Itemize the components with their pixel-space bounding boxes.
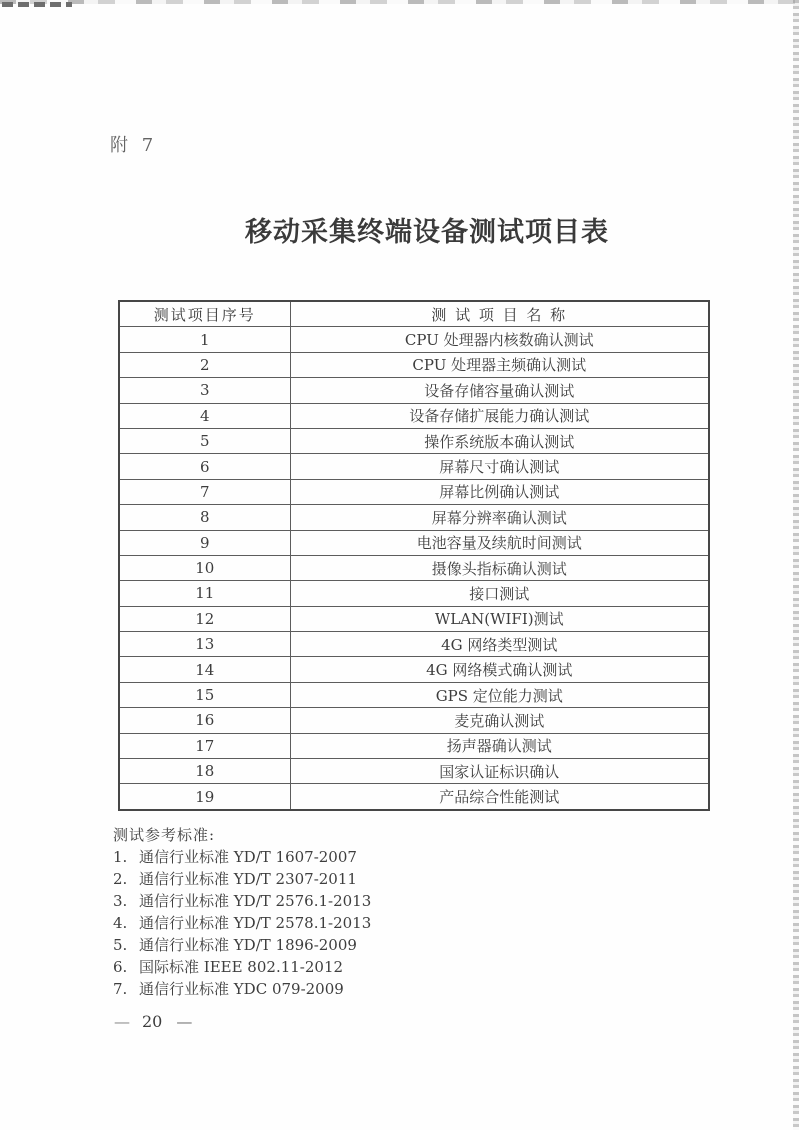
table-row [119, 555, 709, 580]
table-row [119, 530, 709, 555]
appendix-label: 附 7 [110, 135, 158, 156]
table-row [119, 784, 709, 810]
scan-artifact-right-edge [793, 0, 799, 1130]
test-item-name: 屏幕尺寸确认测试 [290, 454, 709, 479]
test-item-name: CPU 处理器主频确认测试 [290, 352, 709, 377]
test-item-name: 摄像头指标确认测试 [290, 555, 709, 580]
scan-artifact-top-left [2, 2, 72, 7]
reference-item-number: 2. [113, 870, 128, 888]
test-item-name: 4G 网络模式确认测试 [290, 657, 709, 682]
reference-item-number: 7. [113, 980, 128, 998]
page-title: 移动采集终端设备测试项目表 [245, 217, 609, 248]
table-row [119, 403, 709, 428]
table-row [119, 682, 709, 707]
reference-item [113, 912, 371, 934]
test-item-name: 屏幕分辨率确认测试 [290, 505, 709, 530]
table-row [119, 708, 709, 733]
table-row [119, 454, 709, 479]
test-item-name: 接口测试 [290, 581, 709, 606]
reference-item-text: 通信行业标准 YD/T 1896-2009 [139, 936, 357, 954]
test-item-index: 9 [119, 530, 290, 555]
reference-item-number: 3. [113, 892, 128, 910]
reference-item-text: 通信行业标准 YDC 079-2009 [139, 980, 344, 998]
column-header-name: 测 试 项 目 名 称 [290, 301, 709, 327]
table-row [119, 733, 709, 758]
test-item-index: 14 [119, 657, 290, 682]
test-table-body [119, 327, 709, 810]
test-items-table [118, 300, 710, 811]
test-item-name: 产品综合性能测试 [290, 784, 709, 810]
reference-standards-section [113, 824, 371, 1000]
test-item-name: 麦克确认测试 [290, 708, 709, 733]
test-item-index: 15 [119, 682, 290, 707]
table-row [119, 657, 709, 682]
table-row [119, 428, 709, 453]
test-item-index: 13 [119, 632, 290, 657]
reference-item [113, 890, 371, 912]
table-row [119, 606, 709, 631]
test-item-index: 6 [119, 454, 290, 479]
reference-item [113, 956, 371, 978]
table-header-row [119, 301, 709, 327]
test-item-index: 17 [119, 733, 290, 758]
reference-item-text: 通信行业标准 YD/T 2576.1-2013 [139, 892, 372, 910]
test-item-name: 设备存储容量确认测试 [290, 378, 709, 403]
reference-item [113, 846, 371, 868]
page-number: 20 [142, 1012, 163, 1031]
reference-item-number: 4. [113, 914, 128, 932]
test-item-index: 5 [119, 428, 290, 453]
table-row [119, 479, 709, 504]
reference-item-number: 1. [113, 848, 128, 866]
test-item-name: 设备存储扩展能力确认测试 [290, 403, 709, 428]
table-row [119, 759, 709, 784]
footer-dash-left: — [114, 1012, 128, 1031]
test-item-index: 2 [119, 352, 290, 377]
table-row [119, 581, 709, 606]
test-item-index: 18 [119, 759, 290, 784]
test-item-name: GPS 定位能力测试 [290, 682, 709, 707]
test-item-name: WLAN(WIFI)测试 [290, 606, 709, 631]
reference-item [113, 978, 371, 1000]
table-row [119, 327, 709, 352]
reference-item-number: 5. [113, 936, 128, 954]
references-label: 测试参考标准: [113, 826, 216, 844]
column-header-index: 测试项目序号 [119, 301, 290, 327]
reference-item-text: 通信行业标准 YD/T 2307-2011 [139, 870, 357, 888]
reference-item [113, 934, 371, 956]
table-row [119, 378, 709, 403]
page-footer [114, 1012, 190, 1031]
table-row [119, 632, 709, 657]
test-item-index: 11 [119, 581, 290, 606]
footer-dash-right: — [176, 1012, 191, 1031]
scan-artifact-top-edge [0, 0, 799, 4]
table-row [119, 505, 709, 530]
test-item-name: 扬声器确认测试 [290, 733, 709, 758]
test-item-name: 操作系统版本确认测试 [290, 428, 709, 453]
reference-item [113, 868, 371, 890]
test-item-index: 12 [119, 606, 290, 631]
test-item-index: 3 [119, 378, 290, 403]
test-item-name: 国家认证标识确认 [290, 759, 709, 784]
reference-item-text: 通信行业标准 YD/T 2578.1-2013 [139, 914, 372, 932]
test-item-index: 19 [119, 784, 290, 810]
test-item-index: 10 [119, 555, 290, 580]
test-item-name: CPU 处理器内核数确认测试 [290, 327, 709, 352]
reference-item-text: 通信行业标准 YD/T 1607-2007 [139, 848, 357, 866]
table-row [119, 352, 709, 377]
test-item-index: 1 [119, 327, 290, 352]
reference-item-text: 国际标准 IEEE 802.11-2012 [139, 958, 344, 976]
references-list [113, 846, 371, 1000]
test-item-index: 8 [119, 505, 290, 530]
test-item-name: 电池容量及续航时间测试 [290, 530, 709, 555]
test-item-name: 屏幕比例确认测试 [290, 479, 709, 504]
test-item-index: 7 [119, 479, 290, 504]
test-item-index: 16 [119, 708, 290, 733]
reference-item-number: 6. [113, 958, 128, 976]
test-item-name: 4G 网络类型测试 [290, 632, 709, 657]
test-item-index: 4 [119, 403, 290, 428]
